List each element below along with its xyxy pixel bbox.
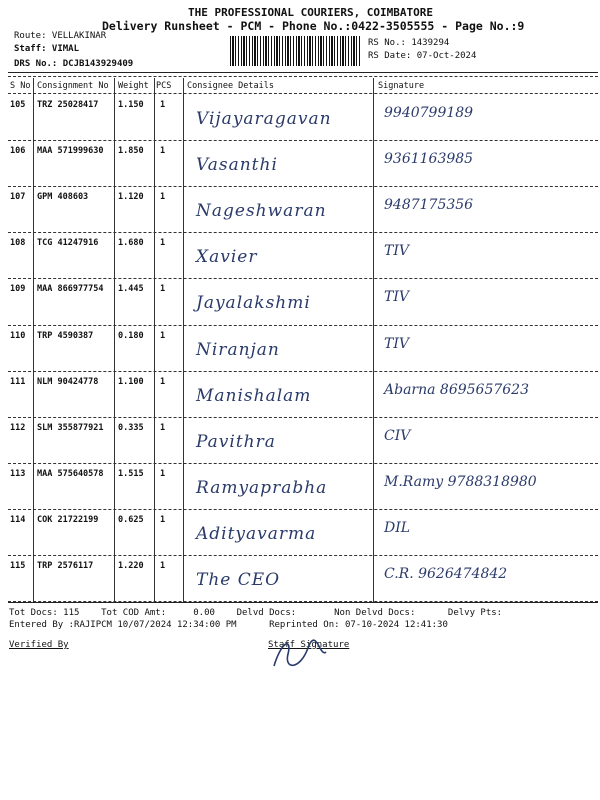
row-consignment-no: TRP 2576117 [37,561,94,571]
row-pcs: 1 [160,561,166,571]
row-weight: 0.625 [118,514,144,525]
row-consignee-name: Nageshwaran [196,201,327,222]
row-sno: 112 [10,422,26,433]
row-weight: 1.120 [118,192,144,203]
row-consignment-no: MAA 866977754 [37,284,104,295]
row-divider [8,371,598,372]
drs-number: DRS No.: DCJB143929409 [14,59,134,69]
col-divider [373,78,374,602]
row-consignment-no: SLM 355877921 [37,422,104,433]
row-pcs: 1 [160,330,166,341]
row-sno: 106 [10,146,26,157]
row-consignment-no: NLM 90424778 [37,376,99,387]
row-weight: 1.220 [118,561,144,571]
rs-date: RS Date: 07-Oct-2024 [368,51,477,61]
verified-by-label: Verified By [9,640,69,650]
row-divider [8,463,598,464]
row-divider [8,186,598,187]
row-pcs: 1 [160,468,166,479]
row-pcs: 1 [160,238,166,249]
row-signature: TIV [384,289,409,306]
rs-number: RS No.: 1439294 [368,38,450,48]
row-weight: 1.680 [118,238,144,249]
row-sno: 105 [10,100,26,110]
row-signature: CIV [384,427,411,444]
row-weight: 1.100 [118,376,144,387]
row-consignee-name: The CEO [196,570,281,590]
row-consignment-no: TRP 4590387 [37,330,94,341]
row-weight: 0.335 [118,422,144,433]
row-consignment-no: TCG 41247916 [37,238,99,249]
row-consignee-name: Adityavarma [196,523,317,544]
row-sno: 114 [10,514,26,525]
row-divider [8,232,598,233]
col-divider [154,78,155,602]
totals-line: Tot Docs: 115 Tot COD Amt: 0.00 Delvd Docs: Non Delvd Docs: Delvy Pts: [9,608,503,618]
row-weight: 1.150 [118,100,144,110]
col-header-sno: S No [10,81,31,91]
row-divider [8,278,598,279]
row-pcs: 1 [160,146,166,157]
row-signature: TIV [384,243,409,260]
row-consignee-name: Ramyaprabha [196,477,328,498]
row-pcs: 1 [160,192,166,203]
col-header-signature: Signature [378,81,425,91]
entered-line: Entered By :RAJIPCM 10/07/2024 12:34:00 PM Reprinted On: 07-10-2024 12:41:30 [9,620,448,630]
row-consignee-name: Jayalakshmi [196,293,311,314]
row-consignee-name: Vijayaragavan [196,109,332,129]
row-weight: 0.180 [118,330,144,341]
row-signature: C.R. 9626474842 [384,566,508,582]
row-divider [8,509,598,510]
row-pcs: 1 [160,376,166,387]
staff-signature-label: Staff Signature [268,640,350,650]
row-sno: 108 [10,238,26,249]
row-consignment-no: GPM 408603 [37,192,89,203]
row-consignment-no: COK 21722199 [37,514,99,525]
row-consignment-no: TRZ 25028417 [37,100,99,110]
row-signature: 9940799189 [384,105,474,121]
row-pcs: 1 [160,284,166,295]
row-consignee-name: Vasanthi [196,155,278,176]
row-divider [8,555,598,556]
row-consignment-no: MAA 571999630 [37,146,104,157]
row-consignee-name: Manishalam [196,385,312,406]
row-consignee-name: Niranjan [196,339,280,360]
header-top-rule [8,72,598,73]
col-divider [114,78,115,602]
header-double-rule [8,76,598,77]
col-divider [33,78,34,602]
row-signature: DIL [384,519,411,536]
row-divider [8,417,598,418]
runsheet-title: Delivery Runsheet - PCM - Phone No.:0422-3505555 - Page No.:9 [102,19,525,33]
row-pcs: 1 [160,422,166,433]
company-title: THE PROFESSIONAL COURIERS, COIMBATORE [188,6,434,19]
row-consignment-no: MAA 575640578 [37,468,104,479]
footer-rule [8,602,598,603]
row-weight: 1.445 [118,284,144,295]
row-pcs: 1 [160,100,166,110]
row-sno: 110 [10,330,26,341]
staff-signature-scribble [268,636,328,672]
row-signature: TIV [384,335,409,352]
col-header-pcs: PCS [156,81,172,91]
row-weight: 1.850 [118,146,144,157]
row-weight: 1.515 [118,468,144,479]
row-sno: 115 [10,561,26,571]
row-signature: M.Ramy 9788318980 [384,473,537,490]
row-divider [8,140,598,141]
row-signature: 9361163985 [384,151,474,168]
row-sno: 111 [10,376,26,387]
staff-label: Staff: VIMAL [14,44,80,54]
row-sno: 113 [10,468,26,479]
col-header-consignee: Consignee Details [187,81,274,91]
header-bottom-rule [8,93,598,94]
col-header-weight: Weight [118,81,149,91]
route-label: Route: VELLAKINAR [14,31,107,41]
row-pcs: 1 [160,514,166,525]
row-signature: Abarna 8695657623 [384,381,529,398]
row-sno: 109 [10,284,26,295]
row-consignee-name: Xavier [196,247,258,268]
row-consignee-name: Pavithra [196,431,276,452]
row-sno: 107 [10,192,26,203]
barcode [230,36,360,66]
col-header-consignment: Consignment No [37,81,109,91]
row-divider [8,325,598,326]
col-divider [183,78,184,602]
row-signature: 9487175356 [384,197,474,214]
